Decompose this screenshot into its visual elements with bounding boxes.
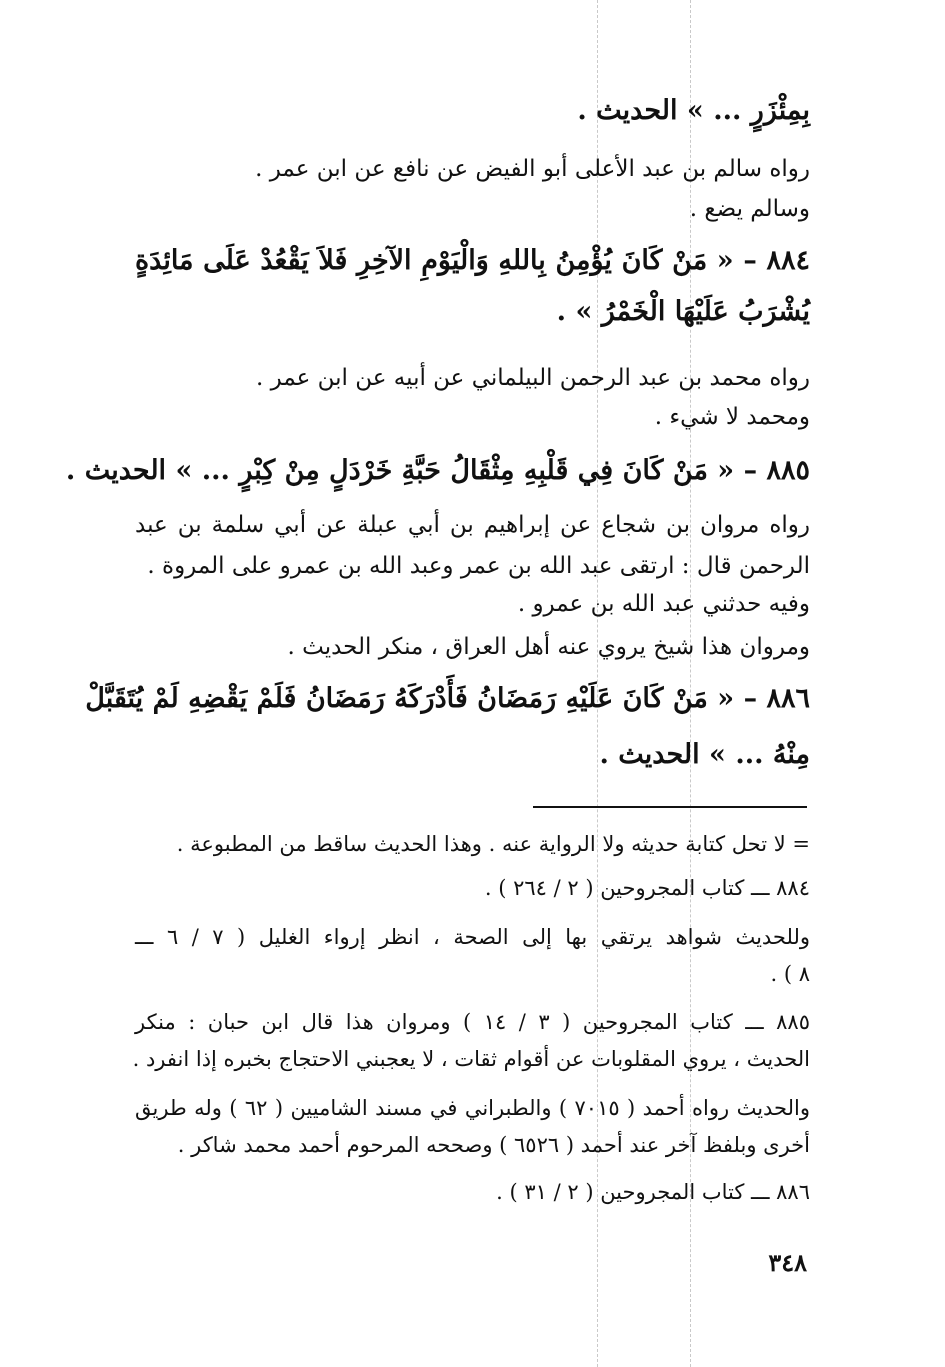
footnote-text: = لا تحل كتابة حديثه ولا الرواية عنه . وهذا الحديث ساقط من المطبوعة .	[176, 832, 810, 856]
hadith-886: ٨٨٦ – « مَنْ كَانَ عَلَيْهِ رَمَضَانُ فَأَدْرَكَهُ رَمَضَانُ فَلَمْ يَقْضِهِ لَمْ يُتَقَبَّلْ	[85, 683, 810, 714]
narration-text: ومروان هذا شيخ يروي عنه أهل العراق ، منكر الحديث .	[287, 634, 810, 660]
narration-text: رواه محمد بن عبد الرحمن البيلماني عن أبيه عن ابن عمر .	[256, 365, 810, 391]
narration-text: وسالم يضع .	[689, 196, 810, 222]
footnote-text: والحديث رواه أحمد ( ٧٠١٥ ) والطبراني في مسند الشاميين ( ٦٢ ) وله طريق	[135, 1096, 810, 1120]
footnote-884: ٨٨٤ ـــ كتاب المجروحين ( ٢ / ٢٦٤ ) .	[484, 876, 810, 900]
footnote-text: أخرى وبلفظ آخر عند أحمد ( ٦٥٢٦ ) وصححه المرحوم أحمد محمد شاكر .	[177, 1133, 810, 1157]
page-number: ٣٤٨	[768, 1248, 807, 1277]
footnote-text: ٨ ) .	[770, 962, 810, 986]
hadith-884: ٨٨٤ – « مَنْ كَانَ يُؤْمِنُ بِاللهِ وَالْيَوْمِ الآخِرِ فَلاَ يَقْعُدْ عَلَى مَائِدَةٍ	[135, 245, 810, 276]
footnote-text: الحديث ، يروي المقلوبات عن أقوام ثقات ، لا يعجبني الاحتجاج بخبره إذا انفرد .	[132, 1047, 810, 1071]
narration-text: الرحمن قال : ارتقى عبد الله بن عمر وعبد الله بن عمرو على المروة .	[147, 553, 810, 579]
footnote-separator	[533, 806, 807, 808]
hadith-text: بِمِئْزَرٍ ... » الحديث .	[577, 95, 810, 126]
footnote-885: ٨٨٥ ـــ كتاب المجروحين ( ٣ / ١٤ ) ومروان هذا قال ابن حبان : منكر	[135, 1010, 810, 1034]
narration-text: ومحمد لا شيء .	[654, 404, 810, 430]
narration-text: رواه مروان بن شجاع عن إبراهيم بن أبي عبلة عن أبي سلمة بن عبد	[135, 512, 810, 538]
hadith-886-cont: مِنْهُ ... » الحديث .	[599, 739, 810, 770]
footnote-text: وللحديث شواهد يرتقي بها إلى الصحة ، انظر إرواء الغليل ( ٧ / ٦ ـــ	[135, 925, 810, 949]
hadith-884-cont: يُشْرَبُ عَلَيْهَا الْخَمْرُ » .	[556, 296, 810, 327]
hadith-885: ٨٨٥ – « مَنْ كَانَ فِي قَلْبِهِ مِثْقَالُ حَبَّةِ خَرْدَلٍ مِنْ كِبْرٍ ... » الحديث .	[65, 455, 810, 486]
footnote-886: ٨٨٦ ـــ كتاب المجروحين ( ٢ / ٣١ ) .	[496, 1180, 810, 1204]
narration-text: وفيه حدثني عبد الله بن عمرو .	[517, 591, 810, 617]
narration-text: رواه سالم بن عبد الأعلى أبو الفيض عن نافع عن ابن عمر .	[255, 156, 810, 182]
